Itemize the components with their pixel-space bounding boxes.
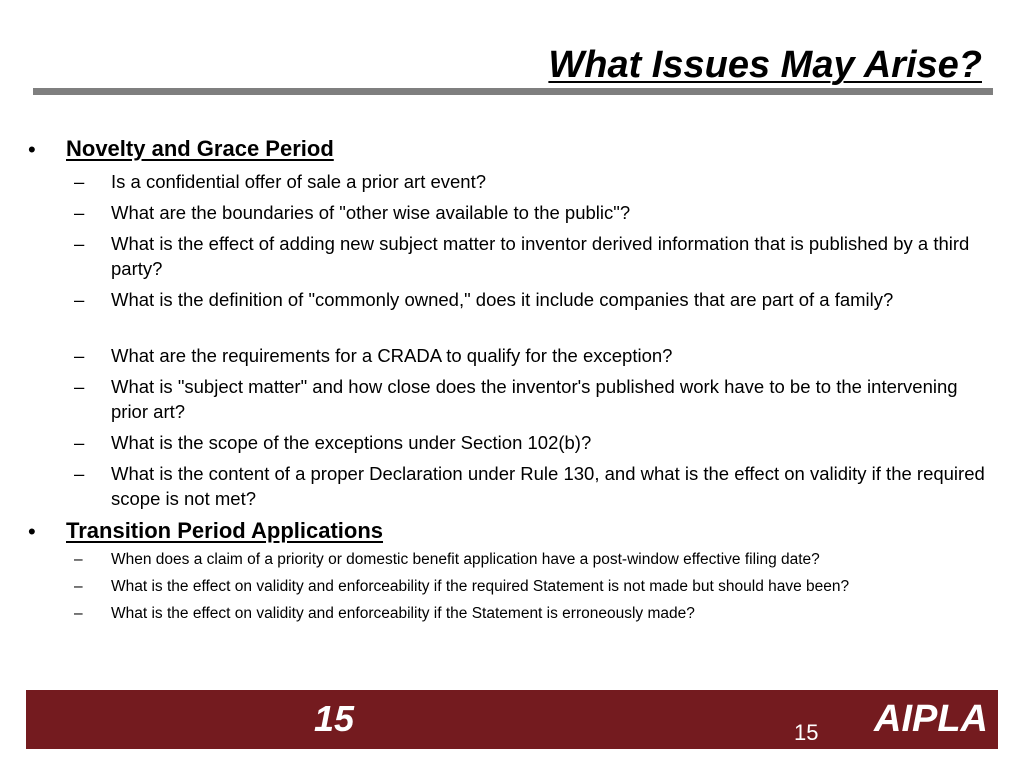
page-number: 15: [794, 720, 819, 745]
dash-marker: –: [74, 345, 85, 366]
slide-number: 15: [313, 698, 355, 739]
dash-marker: –: [74, 551, 83, 568]
section-bullet: •: [28, 137, 36, 162]
list-item-text: What is the definition of "commonly owned," does it include companies that are part of a family?: [111, 289, 894, 310]
list-item-text: What is the effect of adding new subject matter to inventor derived information that is published by a third party?: [111, 233, 970, 279]
dash-marker: –: [74, 289, 85, 310]
list-item-text: Is a confidential offer of sale a prior art event?: [111, 171, 487, 192]
section-bullet: •: [28, 519, 36, 544]
list-item-text: What is the scope of the exceptions under Section 102(b)?: [111, 432, 592, 453]
aipla-logo: AIPLA: [874, 698, 988, 740]
list-item-text: What is the effect on validity and enforceability if the Statement is erroneously made?: [111, 605, 695, 622]
list-item-text: What is the content of a proper Declaration under Rule 130, and what is the effect on validity if the required scope is not met?: [111, 463, 985, 509]
section-heading-novelty: Novelty and Grace Period: [66, 136, 334, 161]
dash-marker: –: [74, 233, 85, 254]
list-item-text: What are the boundaries of "other wise available to the public"?: [111, 202, 631, 223]
list-item-text: What are the requirements for a CRADA to qualify for the exception?: [111, 345, 673, 366]
list-item-text: What is "subject matter" and how close does the inventor's published work have to be to the intervening prior art?: [111, 376, 958, 422]
dash-marker: –: [74, 578, 83, 595]
dash-marker: –: [74, 376, 85, 397]
dash-marker: –: [74, 171, 85, 192]
section-heading-transition: Transition Period Applications: [66, 518, 384, 543]
footer-bar: [26, 690, 998, 749]
dash-marker: –: [74, 202, 85, 223]
dash-marker: –: [74, 605, 83, 622]
slide-title: What Issues May Arise?: [548, 44, 982, 86]
title-divider: [33, 88, 993, 95]
list-item-text: When does a claim of a priority or domestic benefit application have a post-window effective filing date?: [111, 551, 820, 568]
list-item-text: What is the effect on validity and enforceability if the required Statement is not made but should have been?: [111, 578, 850, 595]
dash-marker: –: [74, 432, 85, 453]
dash-marker: –: [74, 463, 85, 484]
